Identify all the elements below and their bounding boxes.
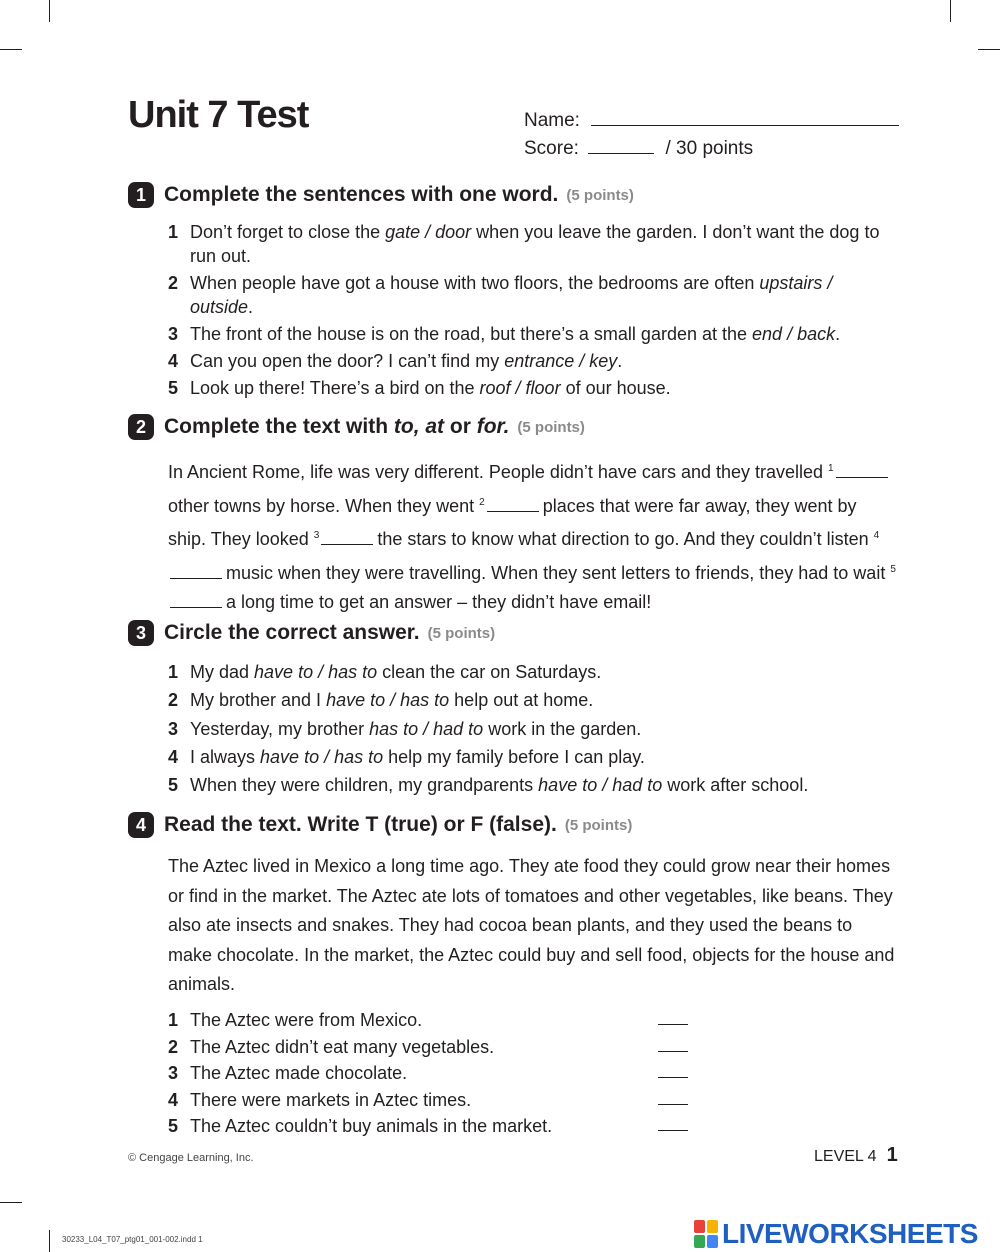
item-text: when you leave the garden. I don’t want the dog to run out. xyxy=(190,222,880,266)
score-label: Score: xyxy=(524,138,579,159)
section-1-heading xyxy=(128,182,634,208)
gap-blank-2[interactable] xyxy=(487,497,539,512)
item-text: There were markets in Aztec times. xyxy=(190,1089,472,1110)
item-text: When people have got a house with two floors, the bedrooms are often xyxy=(190,273,760,293)
item-text: My brother and I xyxy=(190,690,327,711)
item-number: 4 xyxy=(168,351,179,371)
answer-line-2[interactable] xyxy=(658,1051,688,1052)
section-number-badge: 3 xyxy=(128,620,154,646)
item-text: help my family before I can play. xyxy=(383,746,645,767)
logo-icon xyxy=(694,1220,718,1248)
reading-text: The Aztec lived in Mexico a long time ago. They ate food they could grow near their homes or find in the market. The Aztec ate lots of tomatoes and other vegetables, like beans. They also ate insects and snakes. They had cocoa bean plants, and they used the beans to make chocolate. In the market, the Aztec could buy and sell food, objects for the house and animals. xyxy=(168,856,895,994)
list-item xyxy=(168,376,898,400)
crop-mark xyxy=(0,1202,22,1203)
gap-number: 2 xyxy=(479,496,485,508)
score-field xyxy=(524,138,753,160)
gap-blank-3[interactable] xyxy=(321,530,373,545)
section-heading-italic: for. xyxy=(476,415,510,438)
item-option[interactable]: gate / door xyxy=(385,222,472,242)
gap-number: 1 xyxy=(828,463,834,474)
points-label: (5 points) xyxy=(566,186,634,204)
item-text: Yesterday, my brother xyxy=(190,718,370,739)
list-item xyxy=(168,349,898,373)
list-item xyxy=(168,658,898,686)
name-field xyxy=(524,110,899,132)
page-footer xyxy=(814,1144,898,1167)
logo-square xyxy=(694,1220,705,1233)
item-text: The Aztec were from Mexico. xyxy=(190,1010,423,1030)
text-segment: the stars to know what direction to go. And they couldn’t listen xyxy=(377,529,874,549)
crop-mark xyxy=(49,1230,50,1252)
gap-number: 4 xyxy=(873,530,880,541)
item-option[interactable]: end / back xyxy=(752,324,836,344)
copyright: © Cengage Learning, Inc. xyxy=(128,1152,254,1164)
logo-square xyxy=(694,1235,705,1248)
item-number: 3 xyxy=(168,324,179,344)
list-item xyxy=(168,686,898,714)
section-1-list xyxy=(168,220,898,400)
logo-square xyxy=(707,1220,718,1233)
list-item xyxy=(168,743,898,771)
item-text: . xyxy=(248,297,254,317)
level-label: LEVEL 4 xyxy=(814,1148,877,1165)
answer-line-4[interactable] xyxy=(658,1104,688,1105)
logo-text: LIVEWORKSHEETS xyxy=(722,1218,978,1249)
list-item xyxy=(168,1007,898,1034)
gap-blank-5[interactable] xyxy=(170,593,222,608)
item-text: of our house. xyxy=(560,378,671,398)
item-option[interactable]: have to / has to xyxy=(260,746,384,767)
item-number: 1 xyxy=(168,662,179,682)
item-text: Can you open the door? I can’t find my xyxy=(190,351,505,371)
crop-mark xyxy=(0,49,22,50)
item-number: 5 xyxy=(168,378,179,398)
text-segment: music when they were travelling. When they sent letters to friends, they had to wait xyxy=(226,562,891,583)
gap-number: 5 xyxy=(890,563,896,575)
list-item xyxy=(168,1034,898,1061)
item-text: When they were children, my grandparents xyxy=(190,775,539,796)
item-number: 3 xyxy=(168,718,179,739)
section-number-badge: 2 xyxy=(128,414,154,440)
section-4-list xyxy=(168,1007,898,1140)
text-segment: other towns by horse. When they went xyxy=(168,495,480,516)
section-3-list xyxy=(168,658,898,799)
list-item xyxy=(168,1087,898,1114)
section-heading-text: Complete the text with xyxy=(164,415,389,438)
points-label: (5 points) xyxy=(427,624,496,642)
item-text: The Aztec couldn’t buy animals in the market. xyxy=(190,1116,553,1137)
text-segment: places that were far away, they went by ship. They looked xyxy=(168,495,857,549)
list-item xyxy=(168,322,898,346)
points-label: (5 points) xyxy=(564,816,633,834)
section-heading-text: or xyxy=(449,415,471,438)
item-option[interactable]: entrance / key xyxy=(504,351,618,371)
section-heading-text: Complete the sentences with one word. xyxy=(164,183,559,206)
item-number: 5 xyxy=(168,1116,179,1137)
points-label: (5 points) xyxy=(517,418,585,436)
section-heading-text: Read the text. Write T (true) or F (false). xyxy=(164,813,557,836)
item-option[interactable]: roof / floor xyxy=(479,378,561,398)
answer-line-3[interactable] xyxy=(658,1077,688,1078)
list-item xyxy=(168,220,898,268)
score-total: / 30 points xyxy=(665,138,754,159)
answer-line-1[interactable] xyxy=(658,1024,688,1025)
list-item xyxy=(168,771,898,799)
section-heading-italic: to, at xyxy=(393,415,445,438)
name-input-line[interactable] xyxy=(591,111,899,126)
item-number: 4 xyxy=(168,746,179,767)
item-text: The Aztec didn’t eat many vegetables. xyxy=(190,1036,495,1057)
item-text: help out at home. xyxy=(449,690,594,711)
item-number: 2 xyxy=(168,690,179,711)
gap-fill-text xyxy=(168,454,898,618)
gap-blank-4[interactable] xyxy=(170,564,222,579)
crop-mark xyxy=(978,49,1000,50)
item-option[interactable]: have to / had to xyxy=(538,775,663,796)
item-number: 4 xyxy=(168,1089,179,1110)
answer-line-5[interactable] xyxy=(658,1130,688,1131)
text-segment: a long time to get an answer – they didn’t have email! xyxy=(226,592,652,612)
gap-number: 3 xyxy=(313,530,320,541)
item-text: I always xyxy=(190,746,261,767)
section-3-heading xyxy=(128,620,495,646)
logo-square xyxy=(707,1235,718,1248)
list-item xyxy=(168,1060,898,1087)
item-option[interactable]: have to / has to xyxy=(326,690,450,711)
section-4-heading xyxy=(128,812,632,838)
list-item xyxy=(168,1113,898,1140)
section-2-heading xyxy=(128,414,585,440)
item-text: My dad xyxy=(190,662,255,682)
section-heading-text: Circle the correct answer. xyxy=(164,621,420,644)
item-option[interactable]: have to / has to xyxy=(254,662,378,682)
item-text: Look up there! There’s a bird on the xyxy=(190,378,480,398)
item-option[interactable]: upstairs / outside xyxy=(190,273,833,317)
text-segment: In Ancient Rome, life was very different. People didn’t have cars and they travelled xyxy=(168,462,829,482)
item-text: The front of the house is on the road, but there’s a small garden at the xyxy=(190,324,753,344)
item-number: 3 xyxy=(168,1063,179,1084)
liveworksheets-logo[interactable] xyxy=(694,1218,978,1250)
item-text: work in the garden. xyxy=(483,718,642,739)
item-option[interactable]: has to / had to xyxy=(369,718,484,739)
section-number-badge: 4 xyxy=(128,812,154,838)
section-number-badge: 1 xyxy=(128,182,154,208)
item-text: Don’t forget to close the xyxy=(190,222,386,242)
item-number: 5 xyxy=(168,775,179,796)
page-title: Unit 7 Test xyxy=(128,94,309,136)
list-item xyxy=(168,715,898,743)
crop-mark xyxy=(950,0,951,22)
item-text: clean the car on Saturdays. xyxy=(377,662,602,682)
item-number: 2 xyxy=(168,1036,179,1057)
page-number: 1 xyxy=(886,1144,898,1166)
item-number: 1 xyxy=(168,1010,179,1030)
name-label: Name: xyxy=(524,110,580,131)
score-input-line[interactable] xyxy=(588,139,654,154)
gap-blank-1[interactable] xyxy=(836,463,888,478)
crop-mark xyxy=(49,0,50,22)
file-slug: 30233_L04_T07_ptg01_001-002.indd 1 xyxy=(62,1235,203,1244)
item-text: The Aztec made chocolate. xyxy=(190,1063,408,1084)
item-number: 1 xyxy=(168,222,179,242)
item-text: work after school. xyxy=(662,775,809,796)
item-number: 2 xyxy=(168,273,179,293)
list-item xyxy=(168,271,898,319)
item-text: . xyxy=(835,324,841,344)
item-text: . xyxy=(617,351,623,371)
